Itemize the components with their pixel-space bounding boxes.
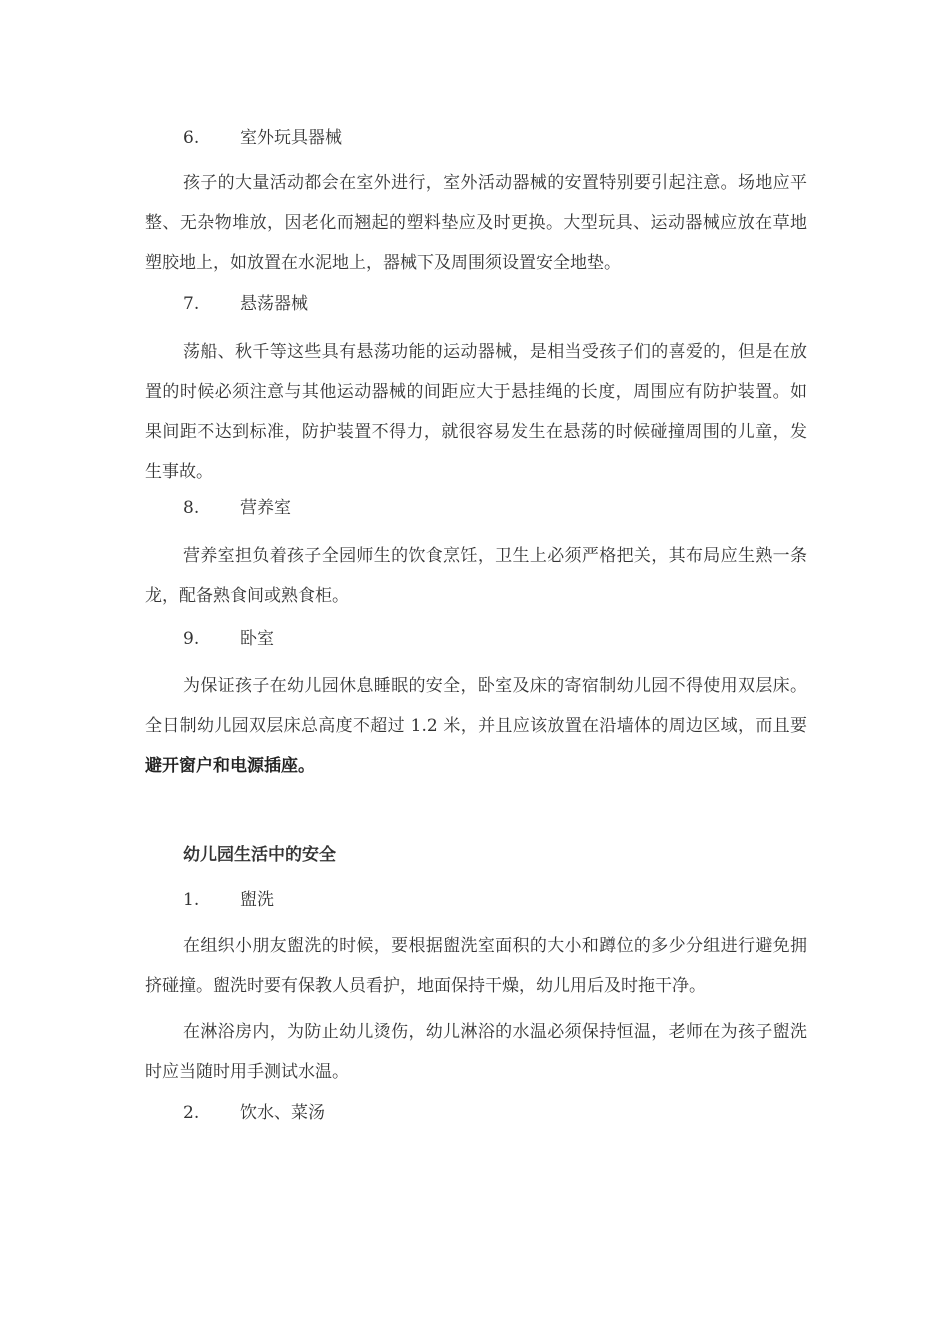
section-item-heading-1 bbox=[183, 890, 274, 910]
item-number: 9. bbox=[183, 629, 200, 649]
section-item-body-1a: 在组织小朋友盥洗的时候，要根据盥洗室面积的大小和蹲位的多少分组进行避免拥挤碰撞。盥洗时要有保教人员看护，地面保持干燥，幼儿用后及时拖干净。 bbox=[145, 936, 807, 996]
item-body-text: 为保证孩子在幼儿园休息睡眠的安全，卧室及床的寄宿制幼儿园不得使用双层床。全日制幼儿园双层床总高度不超过 1.2 米，并且应该放置在沿墙体的周边区域，而且要 bbox=[145, 676, 807, 736]
item-number: 2. bbox=[183, 1103, 200, 1123]
item-body-emphasis: 避开窗户和电源插座。 bbox=[145, 756, 315, 776]
item-body-8: 营养室担负着孩子全园师生的饮食烹饪，卫生上必须严格把关，其布局应生熟一条龙，配备熟食间或熟食柜。 bbox=[145, 546, 807, 606]
section-item-body-1b: 在淋浴房内，为防止幼儿烫伤，幼儿淋浴的水温必须保持恒温，老师在为孩子盥洗时应当随时用手测试水温。 bbox=[145, 1022, 807, 1082]
item-heading-6 bbox=[183, 128, 342, 148]
item-heading-7 bbox=[183, 294, 308, 314]
item-title: 卧室 bbox=[240, 629, 274, 649]
item-heading-8 bbox=[183, 498, 291, 518]
item-body-7: 荡船、秋千等这些具有悬荡功能的运动器械，是相当受孩子们的喜爱的，但是在放置的时候必须注意与其他运动器械的间距应大于悬挂绳的长度，周围应有防护装置。如果间距不达到标准，防护装置不得力，就很容易发生在悬荡的时候碰撞周围的儿童，发生事故。 bbox=[145, 342, 807, 482]
item-title: 饮水、菜汤 bbox=[240, 1103, 325, 1123]
item-number: 1. bbox=[183, 890, 200, 910]
item-body-9 bbox=[145, 666, 807, 786]
item-number: 8. bbox=[183, 498, 200, 518]
item-title: 盥洗 bbox=[240, 890, 274, 910]
section-item-heading-2 bbox=[183, 1103, 325, 1123]
item-title: 营养室 bbox=[240, 498, 291, 518]
item-title: 室外玩具器械 bbox=[240, 128, 342, 148]
item-title: 悬荡器械 bbox=[240, 294, 308, 314]
section-title: 幼儿园生活中的安全 bbox=[183, 845, 336, 865]
item-body-6: 孩子的大量活动都会在室外进行，室外活动器械的安置特别要引起注意。场地应平整、无杂物堆放，因老化而翘起的塑料垫应及时更换。大型玩具、运动器械应放在草地塑胶地上，如放置在水泥地上，器械下及周围须设置安全地垫。 bbox=[145, 173, 807, 273]
item-heading-9 bbox=[183, 629, 274, 649]
item-number: 6. bbox=[183, 128, 200, 148]
item-number: 7. bbox=[183, 294, 200, 314]
